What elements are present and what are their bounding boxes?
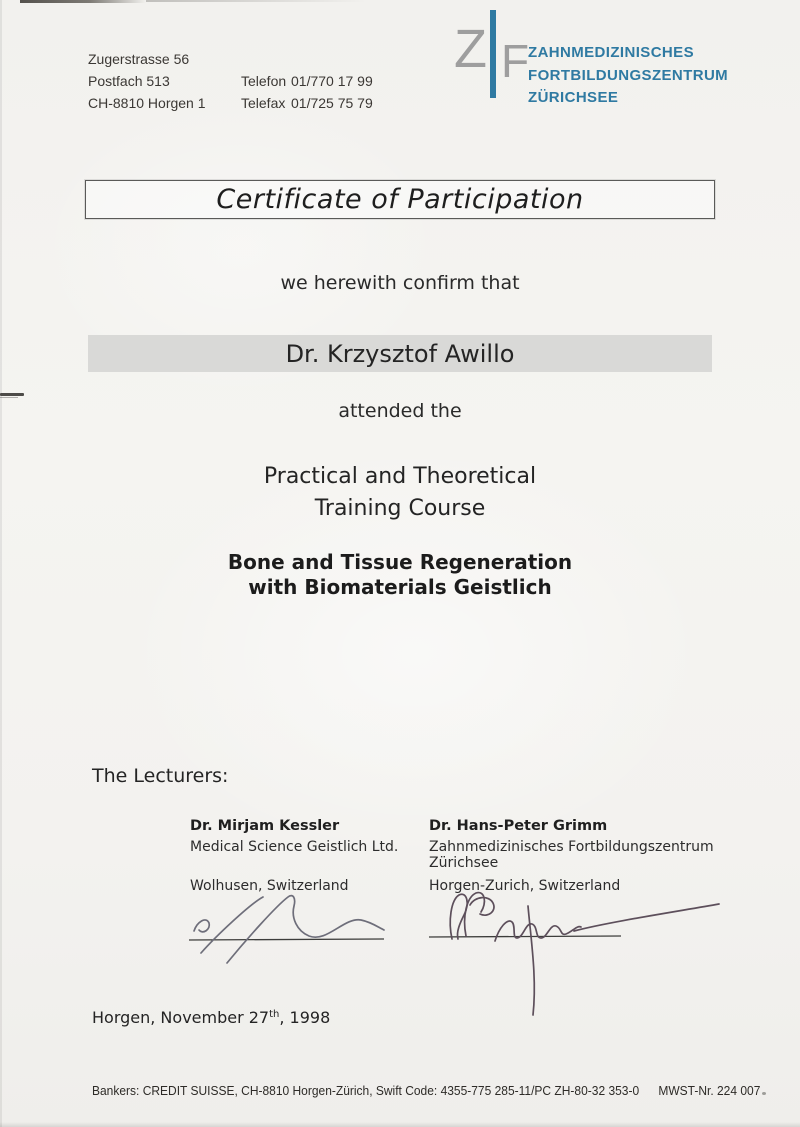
address-line: Postfach 513 bbox=[88, 73, 170, 89]
lecturer-org-line: Zürichsee bbox=[429, 855, 499, 871]
course-name-line: Bone and Tissue Regeneration bbox=[227, 550, 573, 574]
course-name bbox=[0, 550, 800, 600]
attended-line: attended the bbox=[338, 400, 462, 422]
bankers-line: Bankers: CREDIT SUISSE, CH-8810 Horgen-Zürich, Swift Code: 4355-775 285-11/PC ZH-80-32 353-0 bbox=[92, 1084, 640, 1098]
course-type bbox=[0, 461, 800, 525]
scan-artifact-left-dash bbox=[0, 393, 24, 396]
letterhead-address bbox=[88, 48, 206, 114]
scan-artifact-top-faint bbox=[146, 0, 366, 2]
lecturer-location: Wolhusen, Switzerland bbox=[190, 877, 349, 894]
footer bbox=[92, 1084, 760, 1098]
certificate-title: Certificate of Participation bbox=[216, 184, 584, 215]
scan-artifact-top bbox=[20, 0, 146, 3]
course-type-line: Training Course bbox=[314, 496, 486, 521]
org-name-line: FORTBILDUNGSZENTRUM bbox=[528, 66, 729, 84]
signature-grimm bbox=[450, 893, 719, 1015]
date-prefix: Horgen, November 27 bbox=[92, 1008, 270, 1027]
logo-divider-bar bbox=[490, 10, 496, 98]
date-ordinal: th bbox=[269, 1009, 280, 1020]
signatures bbox=[0, 877, 800, 1025]
recipient-name: Dr. Krzysztof Awillo bbox=[285, 339, 515, 368]
lecturer-org-line: Zahnmedizinisches Fortbildungszentrum bbox=[429, 838, 714, 855]
course-name-line: with Biomaterials Geistlich bbox=[248, 575, 552, 599]
scan-artifact-dot bbox=[762, 1092, 766, 1095]
recipient-name-bar bbox=[88, 335, 712, 372]
logo-letter-z: Z bbox=[454, 19, 487, 79]
letterhead-phones bbox=[241, 70, 373, 114]
lecturer-organization bbox=[190, 839, 425, 872]
lecturer-organization bbox=[429, 839, 729, 872]
course-type-line: Practical and Theoretical bbox=[263, 464, 537, 489]
mwst-number: MWST-Nr. 224 007 bbox=[658, 1084, 761, 1098]
telefon-value: 01/770 17 99 bbox=[291, 73, 373, 89]
logo-letter-f: F bbox=[501, 35, 530, 87]
lecturers-heading: The Lecturers: bbox=[92, 765, 229, 787]
confirm-line: we herewith confirm that bbox=[280, 272, 520, 294]
address-line: Zugerstrasse 56 bbox=[88, 51, 190, 67]
organization-name bbox=[528, 42, 728, 110]
scan-artifact-left-dash-shadow bbox=[0, 397, 18, 398]
signature-line-left bbox=[189, 939, 384, 940]
telefax-label: Telefax bbox=[241, 95, 286, 111]
date-line bbox=[92, 1008, 330, 1027]
address-line: CH-8810 Horgen 1 bbox=[88, 95, 206, 111]
lecturer-org-line: Medical Science Geistlich Ltd. bbox=[190, 838, 399, 855]
certificate-title-box bbox=[85, 180, 715, 219]
scan-edge-bottom bbox=[0, 1122, 800, 1127]
lecturer-name: Dr. Mirjam Kessler bbox=[190, 818, 340, 834]
lecturer-location: Horgen-Zurich, Switzerland bbox=[429, 877, 621, 894]
signature-kessler bbox=[194, 896, 384, 963]
lecturer-name: Dr. Hans-Peter Grimm bbox=[429, 818, 608, 834]
org-name-line: ZÜRICHSEE bbox=[528, 89, 619, 106]
telefax-value: 01/725 75 79 bbox=[291, 95, 373, 111]
date-suffix: , 1998 bbox=[279, 1008, 331, 1027]
telefon-label: Telefon bbox=[241, 73, 287, 89]
org-name-line: ZAHNMEDIZINISCHES bbox=[528, 44, 694, 61]
